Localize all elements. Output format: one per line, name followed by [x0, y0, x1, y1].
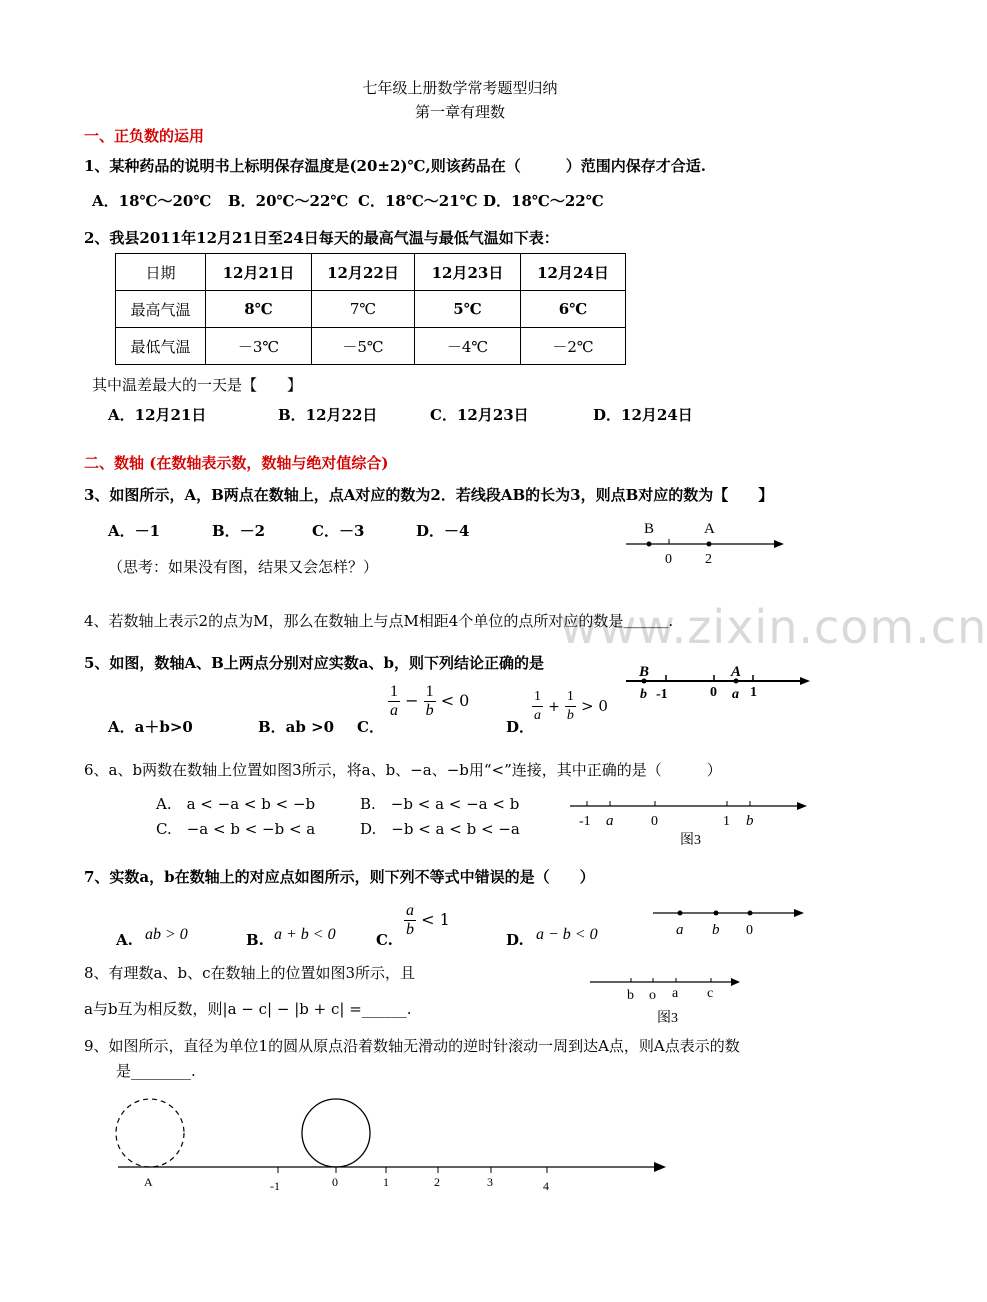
table-row: [116, 291, 626, 328]
table-cell: 12月23日: [415, 254, 521, 291]
q7-option-b: B.: [246, 931, 264, 949]
q2-text: 2、我县2011年12月21日至24日每天的最高气温与最低气温如下表：: [84, 229, 559, 247]
q3-option-c: C．－3: [312, 522, 365, 540]
tick-0: 0: [710, 685, 717, 700]
label-b: B: [639, 664, 650, 680]
q7-option-c: C.: [376, 931, 393, 949]
q7-text: 7、实数a，b在数轴上的对应点如图所示，则下列不等式中错误的是（ ）: [84, 868, 595, 886]
relation: < 0: [440, 691, 470, 710]
operator: −: [405, 691, 419, 710]
operator: +: [548, 699, 560, 715]
q5-option-b: B．ab >0: [258, 718, 335, 736]
frac-den: a: [390, 702, 398, 719]
frac-den: b: [566, 708, 574, 723]
q2-option-a: A．12月21日: [108, 406, 207, 424]
label-a: A: [704, 521, 715, 537]
q9-rolling-circle-figure: [110, 1095, 680, 1195]
q2-option-d: D．12月24日: [593, 406, 693, 424]
label-a: A: [731, 664, 742, 680]
q5-expr-c: [388, 683, 469, 720]
tick-o: o: [649, 988, 656, 1003]
q3-option-d: D．－4: [416, 522, 470, 540]
q5-number-line: [620, 658, 815, 704]
figure-caption: 图3: [680, 833, 701, 848]
section-1-title: 一、正负数的运用: [84, 127, 205, 145]
point-b: [714, 911, 719, 916]
table-cell: 12月22日: [312, 254, 415, 291]
section-2-title: 二、数轴 (在数轴表示数，数轴与绝对值综合): [84, 454, 389, 472]
temperature-table: [115, 253, 626, 365]
frac-num: 1: [532, 688, 543, 707]
q1-option-c: C．18℃～21℃: [358, 192, 478, 210]
table-cell: 5℃: [415, 291, 521, 328]
tick-0: 0: [332, 1175, 338, 1189]
q2-question: 其中温差最大的一天是【 】: [92, 376, 303, 394]
q7-expr-c: [404, 902, 450, 939]
q3-number-line: [620, 515, 790, 570]
q3-note: （思考：如果没有图，结果又会怎样？）: [108, 558, 379, 576]
page-title: 七年级上册数学常考题型归纳: [362, 79, 558, 97]
q9-line-1: 9、如图所示，直径为单位1的圆从原点沿着数轴无滑动的逆时针滚动一周到达A点，则A点表示的数: [84, 1037, 740, 1055]
q7-expr-a: ab > 0: [145, 926, 188, 943]
table-cell: －3℃: [206, 328, 312, 365]
q6-text: 6、a、b两数在数轴上位置如图3所示，将a、b、−a、−b用“<”连接，其中正确的是（ ）: [84, 761, 722, 779]
table-cell: －5℃: [312, 328, 415, 365]
tick-b: b: [640, 687, 647, 702]
tick-b: b: [627, 988, 634, 1003]
tick-b: b: [712, 922, 720, 938]
tick-a: A: [144, 1175, 153, 1189]
frac-num: 1: [565, 688, 576, 707]
tick-c: c: [707, 986, 714, 1001]
table-cell: 最低气温: [116, 328, 206, 365]
q2-option-b: B．12月22日: [278, 406, 378, 424]
q1-option-d: D．18℃～22℃: [483, 192, 604, 210]
q5-expr-d: [532, 688, 608, 725]
q1-option-b: B．20℃～22℃: [228, 192, 349, 210]
tick-a: a: [672, 986, 679, 1001]
q8-number-line: [585, 970, 745, 1030]
frac-num: 1: [425, 683, 434, 700]
relation: > 0: [581, 697, 608, 715]
q3-option-a: A．－1: [108, 522, 161, 540]
table-cell: 6℃: [521, 291, 626, 328]
q6-option-b: B. −b < a < −a < b: [360, 795, 520, 813]
q3-text: 3、如图所示，A，B两点在数轴上，点A对应的数为2．若线段AB的长为3，则点B对应的数为【 】: [84, 486, 774, 504]
q7-number-line: [648, 900, 813, 940]
tick-1: 1: [750, 685, 757, 700]
label-b: B: [644, 521, 655, 537]
tick-minus-1: -1: [270, 1179, 280, 1193]
frac-den: b: [406, 921, 414, 938]
frac-num: a: [406, 902, 414, 919]
q6-option-d: D. −b < a < b < −a: [360, 820, 520, 838]
table-header-row: [116, 254, 626, 291]
q9-line-2: 是________.: [116, 1062, 196, 1080]
q5-option-d: D．: [506, 718, 535, 736]
tick-minus-1: -1: [579, 814, 591, 829]
solid-circle: [302, 1099, 370, 1167]
table-cell: 8℃: [206, 291, 312, 328]
table-cell: 12月24日: [521, 254, 626, 291]
table-cell: 最高气温: [116, 291, 206, 328]
q1-option-a: A．18℃～20℃: [92, 192, 212, 210]
point-0: [748, 911, 753, 916]
q7-option-d: D.: [506, 931, 524, 949]
table-cell: －2℃: [521, 328, 626, 365]
q5-option-c: C．: [357, 718, 384, 736]
tick-0: 0: [746, 923, 753, 938]
table-cell: 7℃: [312, 291, 415, 328]
tick-a: a: [676, 922, 684, 938]
tick-a: a: [606, 813, 614, 829]
q8-line-1: 8、有理数a、b、c在数轴上的位置如图3所示，且: [84, 964, 416, 982]
q3-option-b: B．－2: [212, 522, 266, 540]
q5-text: 5、如图，数轴A、B上两点分别对应实数a、b，则下列结论正确的是: [84, 654, 544, 672]
q2-option-c: C．12月23日: [430, 406, 529, 424]
figure-caption: 图3: [657, 1011, 678, 1026]
frac-den: b: [425, 702, 434, 719]
watermark: www.zixin.com.cn: [560, 600, 987, 654]
table-cell: 12月21日: [206, 254, 312, 291]
q4-text: 4、若数轴上表示2的点为M，那么在数轴上与点M相距4个单位的点所对应的数是＿＿＿.: [84, 612, 674, 630]
table-row: [116, 328, 626, 365]
q5-option-a: A．a＋b>0: [108, 718, 193, 736]
q6-number-line: [565, 795, 815, 850]
tick-3: 3: [487, 1175, 493, 1189]
tick-0: 0: [651, 814, 658, 829]
point-b: [647, 542, 652, 547]
table-cell: －4℃: [415, 328, 521, 365]
q7-expr-d: a − b < 0: [536, 926, 598, 943]
tick-1: 1: [723, 814, 730, 829]
tick-b: b: [746, 813, 754, 829]
q1-text: 1、某种药品的说明书上标明保存温度是(20±2)℃,则该药品在（ ）范围内保存才合适.: [84, 157, 706, 175]
dashed-circle: [116, 1099, 184, 1167]
tick-1: 1: [383, 1175, 389, 1189]
frac-num: 1: [390, 683, 398, 700]
q7-option-a: A.: [116, 931, 133, 949]
q8-line-2: a与b互为相反数，则|a − c| − |b + c| =______.: [84, 1000, 412, 1018]
q6-option-a: A. a < −a < b < −b: [156, 795, 316, 813]
q6-option-c: C. −a < b < −b < a: [156, 820, 316, 838]
table-cell: 日期: [116, 254, 206, 291]
point-a: [707, 542, 712, 547]
point-a: [678, 911, 683, 916]
tick-0: 0: [665, 552, 672, 567]
tick-minus-1: -1: [656, 687, 668, 702]
tick-2: 2: [705, 552, 712, 567]
chapter-title: 第一章有理数: [414, 103, 505, 121]
tick-a: a: [732, 687, 739, 702]
tick-2: 2: [434, 1175, 440, 1189]
q7-expr-b: a + b < 0: [274, 926, 336, 943]
tick-4: 4: [543, 1179, 549, 1193]
relation: < 1: [421, 910, 450, 929]
frac-den: a: [534, 708, 541, 723]
